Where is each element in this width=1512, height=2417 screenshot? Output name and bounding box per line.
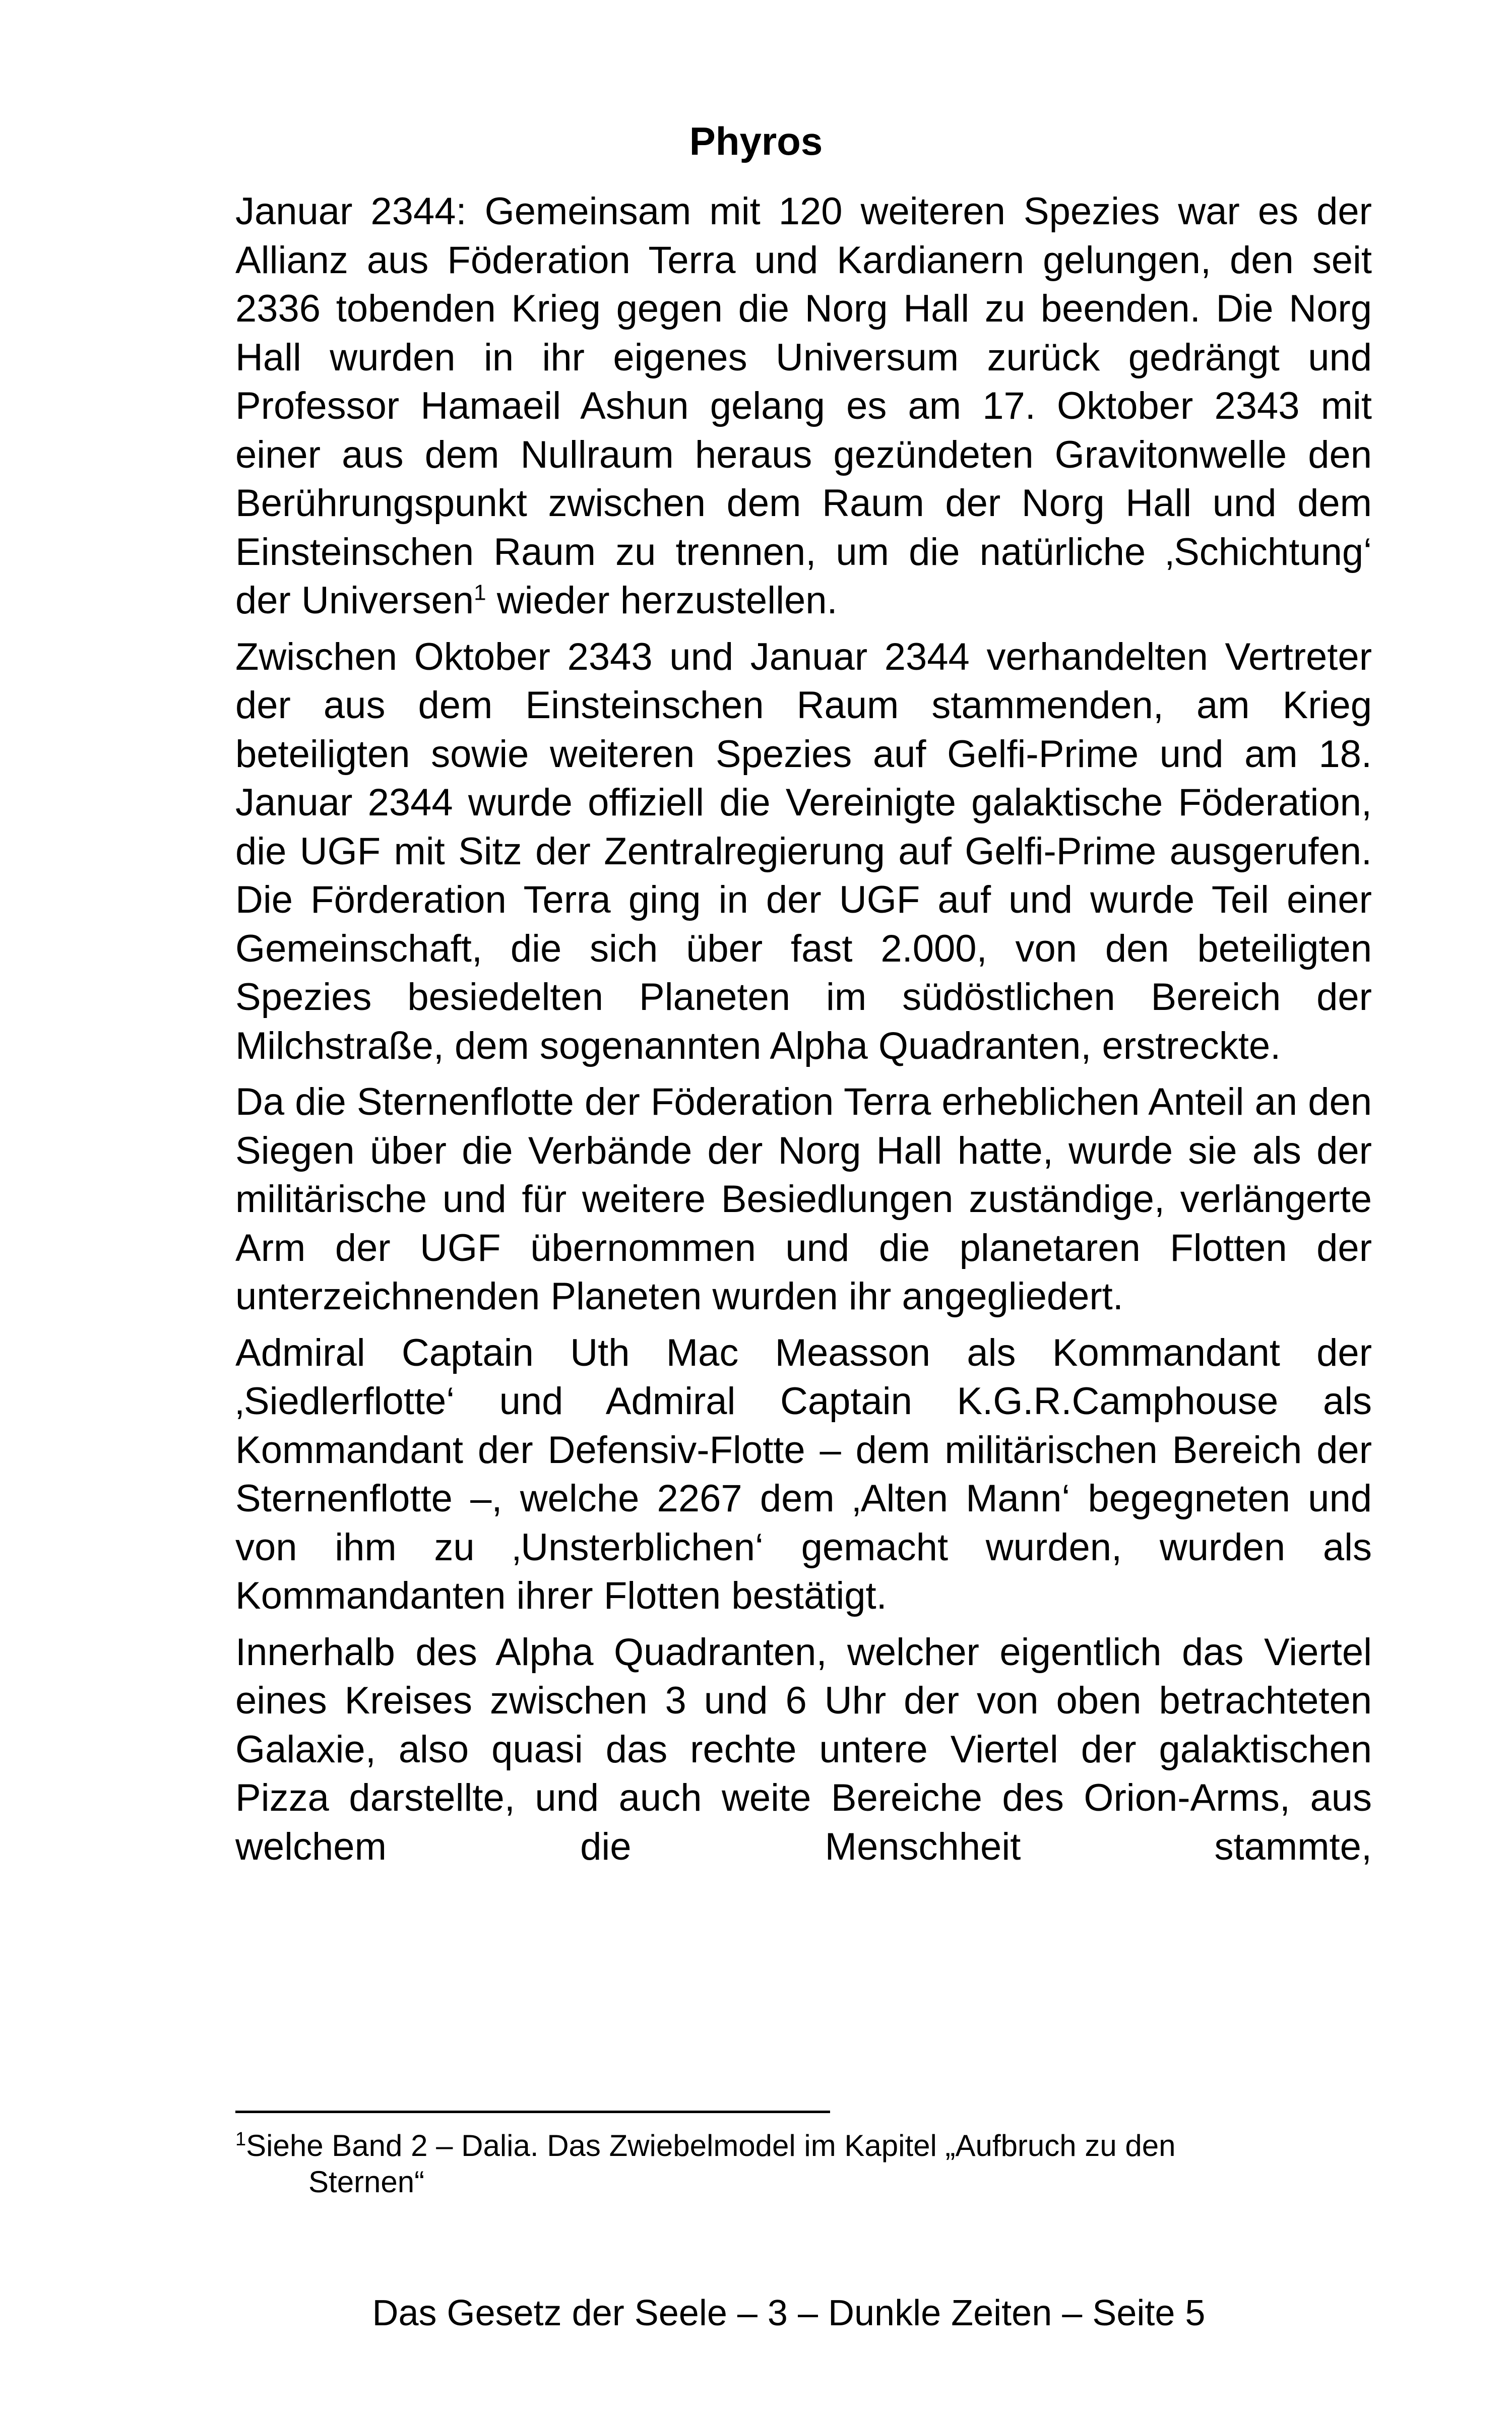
body-text xyxy=(235,187,1372,1879)
page-title: Phyros xyxy=(689,119,823,163)
paragraph-5: Innerhalb des Alpha Quadranten, welcher eigentlich das Viertel eines Kreises zwischen 3 und 6 Uhr der von oben betrachteten Galaxie, also quasi das rechte untere Viertel der galaktischen Pizza darstellte, und auch weite Bereiche des Orion-Arms, aus welchem die Menschheit stammte, xyxy=(235,1630,1372,1868)
paragraph-4: Admiral Captain Uth Mac Measson als Kommandant der ‚Siedlerflotte‘ und Admiral Captain K.G.R.Camphouse als Kommandant der Defensiv-Flotte – dem militärischen Bereich der Sternenflotte –, welche 2267 dem ‚Alten Mann‘ begegneten und von ihm zu ‚Unsterblichen‘ gemacht wurden, wurden als Kommandanten ihrer Flotten bestätigt. xyxy=(235,1331,1372,1617)
paragraph-1-text-end: wieder herzustellen. xyxy=(486,579,838,622)
page-footer: Das Gesetz der Seele – 3 – Dunkle Zeiten – Seite 5 xyxy=(372,2293,1206,2333)
footnote-marker: 1 xyxy=(235,2129,246,2150)
footnote-text-line1: Siehe Band 2 – Dalia. Das Zwiebelmodel im Kapitel „Aufbruch zu den xyxy=(246,2129,1176,2162)
paragraph-3: Da die Sternenflotte der Föderation Terra erheblichen Anteil an den Siegen über die Verbände der Norg Hall hatte, wurde sie als der militärische und für weitere Besiedlungen zuständige, verlängerte Arm der UGF übernommen und die planetaren Flotten der unterzeichnenden Planeten wurden ihr angegliedert. xyxy=(235,1080,1372,1318)
footnote-separator xyxy=(235,2111,830,2113)
footnote-text-line2: Sternen“ xyxy=(308,2165,425,2199)
paragraph-1-text: Januar 2344: Gemeinsam mit 120 weiteren Spezies war es der Allianz aus Föderation Terra und Kardianern gelungen, den seit 2336 tobenden Krieg gegen die Norg Hall zu beenden. Die Norg Hall wurden in ihr eigenes Universum zurück gedrängt und Professor Hamaeil Ashun gelang es am 17. Oktober 2343 mit einer aus dem Nullraum heraus gezündeten Gravitonwelle den Berührungspunkt zwischen dem Raum der Norg Hall und dem Einsteinschen Raum zu trennen, um die natürliche ‚Schichtung‘ der Universen xyxy=(235,190,1372,622)
paragraph-2: Zwischen Oktober 2343 und Januar 2344 verhandelten Vertreter der aus dem Einsteinschen Raum stammenden, am Krieg beteiligten sowie weiteren Spezies auf Gelfi-Prime und am 18. Januar 2344 wurde offiziell die Vereinigte galaktische Föderation, die UGF mit Sitz der Zentralregierung auf Gelfi-Prime ausgerufen. Die Förderation Terra ging in der UGF auf und wurde Teil einer Gemeinschaft, die sich über fast 2.000, von den beteiligten Spezies besiedelten Planeten im südöstlichen Bereich der Milchstraße, dem sogenannten Alpha Quadranten, erstreckte. xyxy=(235,635,1372,1067)
footnote xyxy=(235,2128,1319,2200)
paragraph-1 xyxy=(235,187,1372,625)
footnote-reference: 1 xyxy=(474,580,486,605)
